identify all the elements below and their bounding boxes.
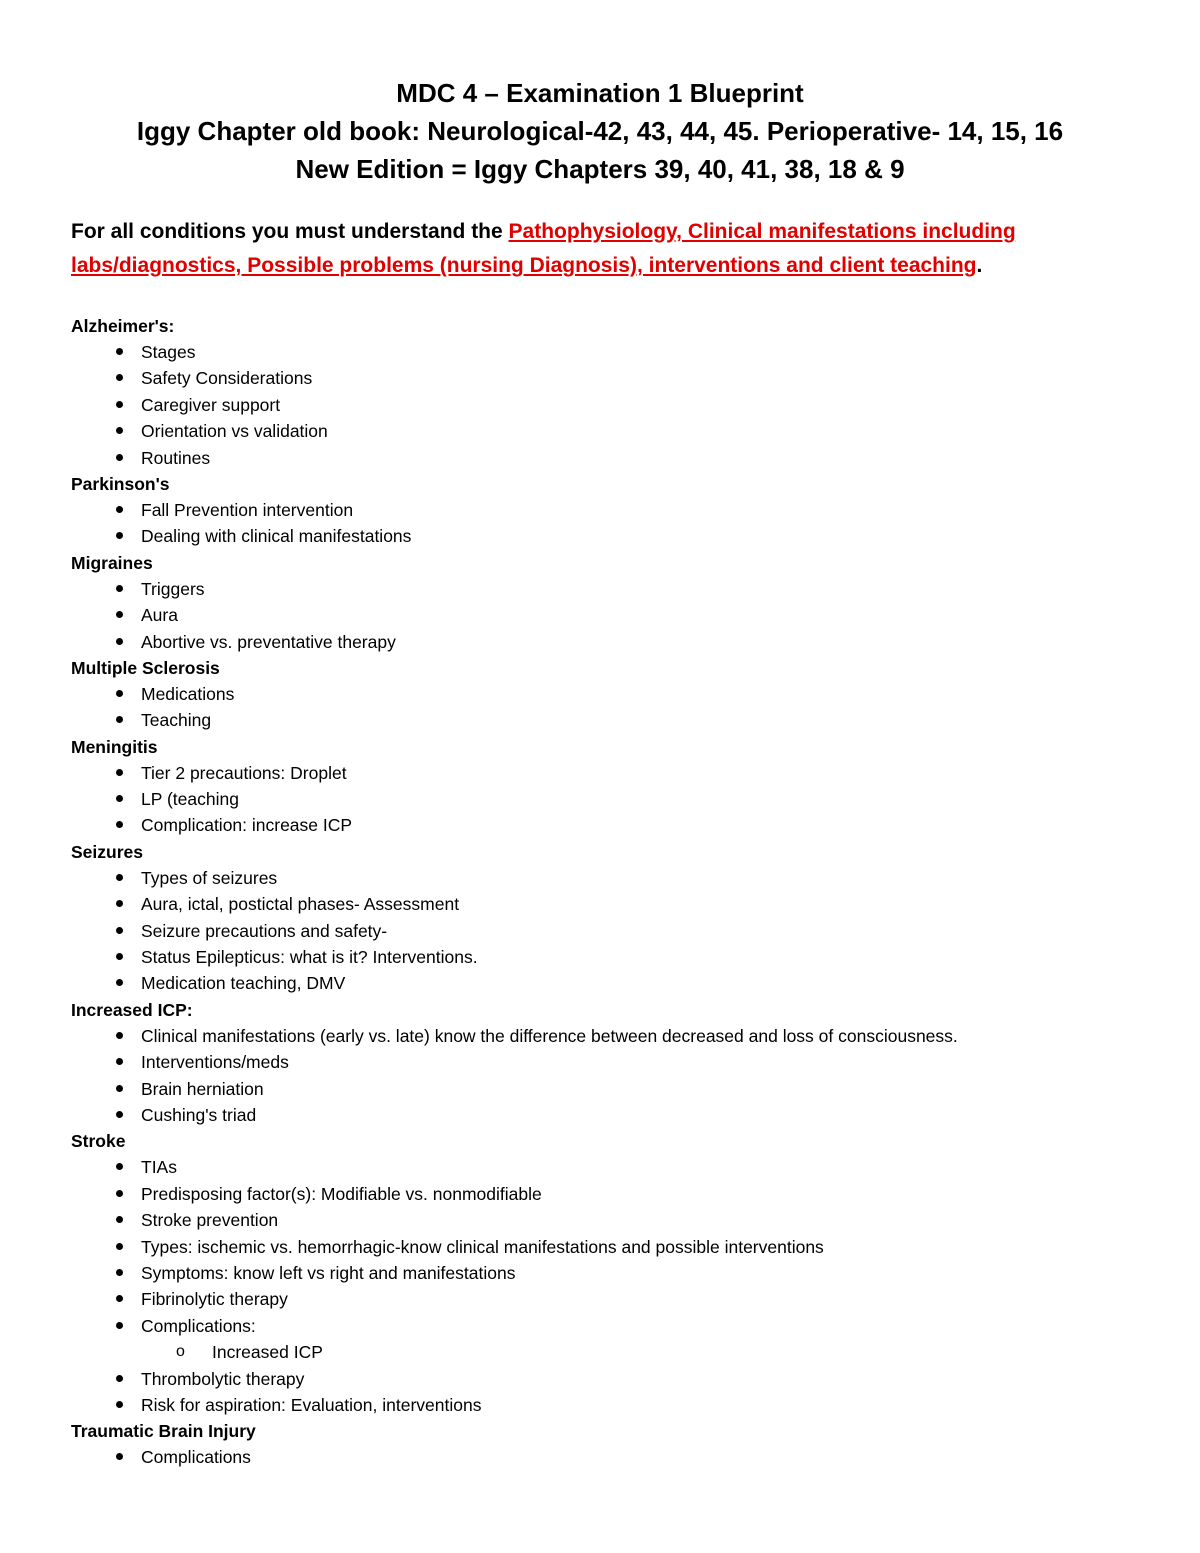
list-item: Medication teaching, DMV [71,970,1151,996]
section-heading-multiple-sclerosis: Multiple Sclerosis [71,657,220,678]
section-list-increased-icp [71,1023,1151,1129]
list-item: Aura [71,602,1151,628]
bullet-icon [116,1375,123,1382]
bullet-icon [116,611,123,618]
bullet-icon [116,795,123,802]
bullet-icon [116,585,123,592]
sub-list-item: o Increased ICP [71,1339,1151,1365]
list-item: Safety Considerations [71,365,1151,391]
intro-lead: For all conditions you must understand the [71,220,509,243]
bullet-icon [116,1295,123,1302]
section-heading-stroke: Stroke [71,1131,126,1152]
list-item: Routines [71,445,1151,471]
bullet-icon [116,348,123,355]
section-list-stroke [71,1154,1151,1418]
list-item: LP (teaching [71,786,1151,812]
section-list-seizures [71,865,1151,997]
bullet-icon [116,716,123,723]
section-heading-traumatic-brain-injury: Traumatic Brain Injury [71,1421,256,1442]
bullet-icon [116,427,123,434]
bullet-icon [116,532,123,539]
list-item: Cushing's triad [71,1102,1151,1128]
list-item: Teaching [71,707,1151,733]
bullet-icon [116,953,123,960]
bullet-icon [116,374,123,381]
title-line-3: New Edition = Iggy Chapters 39, 40, 41, 38, 18 & 9 [295,154,905,184]
list-item: Predisposing factor(s): Modifiable vs. nonmodifiable [71,1181,1151,1207]
list-item: Caregiver support [71,392,1151,418]
section-heading-migraines: Migraines [71,552,153,573]
list-item: Types of seizures [71,865,1151,891]
section-heading-increased-icp: Increased ICP: [71,999,193,1020]
document-header [0,74,1200,188]
bullet-icon [116,1032,123,1039]
bullet-icon [116,1058,123,1065]
list-item: Brain herniation [71,1076,1151,1102]
list-item: Interventions/meds [71,1049,1151,1075]
bullet-icon [116,979,123,986]
bullet-icon [116,1111,123,1118]
bullet-icon [116,1401,123,1408]
list-item: Complication: increase ICP [71,812,1151,838]
bullet-icon [116,1243,123,1250]
bullet-icon [116,821,123,828]
list-item: Orientation vs validation [71,418,1151,444]
intro-highlight: Pathophysiology, Clinical manifestations including labs/diagnostics, Possible problems (nursing Diagnosis), interventions and client teaching [71,220,1016,277]
intro-paragraph [71,215,1121,283]
list-item: Tier 2 precautions: Droplet [71,760,1151,786]
list-item: TIAs [71,1154,1151,1180]
bullet-icon [116,1453,123,1460]
title-line-1: MDC 4 – Examination 1 Blueprint [396,78,804,108]
section-list-meningitis [71,760,1151,839]
list-item: Abortive vs. preventative therapy [71,629,1151,655]
bullet-icon [116,454,123,461]
title-line-2: Iggy Chapter old book: Neurological-42, 43, 44, 45. Perioperative- 14, 15, 16 [136,116,1064,146]
list-item: Aura, ictal, postictal phases- Assessment [71,891,1151,917]
list-item: Status Epilepticus: what is it? Interventions. [71,944,1151,970]
section-list-multiple-sclerosis [71,681,1151,734]
list-item: Risk for aspiration: Evaluation, interventions [71,1392,1151,1418]
list-item: Complications: [71,1313,1151,1339]
list-item: Dealing with clinical manifestations [71,523,1151,549]
bullet-icon [116,1269,123,1276]
bullet-icon [116,690,123,697]
list-item: Complications [71,1444,1151,1470]
bullet-icon [116,769,123,776]
bullet-icon [116,638,123,645]
list-item: Medications [71,681,1151,707]
bullet-icon [116,506,123,513]
list-item: Stages [71,339,1151,365]
bullet-icon [116,1085,123,1092]
bullet-icon [116,900,123,907]
section-heading-meningitis: Meningitis [71,736,158,757]
hollow-bullet-icon: o [176,1343,185,1361]
intro-tail: . [976,254,983,277]
section-heading-seizures: Seizures [71,841,143,862]
bullet-icon [116,1190,123,1197]
list-item: Types: ischemic vs. hemorrhagic-know clinical manifestations and possible interventions [71,1234,1151,1260]
blueprint-content [71,313,1151,1471]
list-item: Clinical manifestations (early vs. late) know the difference between decreased and loss of consciousness. [71,1023,1151,1049]
section-list-traumatic-brain-injury [71,1444,1151,1470]
section-list-migraines [71,576,1151,655]
list-item: Stroke prevention [71,1207,1151,1233]
list-item: Thrombolytic therapy [71,1366,1151,1392]
bullet-icon [116,1216,123,1223]
bullet-icon [116,401,123,408]
list-item: Fall Prevention intervention [71,497,1151,523]
bullet-icon [116,1322,123,1329]
section-list-alzheimers [71,339,1151,471]
list-item: Seizure precautions and safety- [71,918,1151,944]
bullet-icon [116,874,123,881]
section-heading-parkinsons: Parkinson's [71,473,170,494]
bullet-icon [116,1163,123,1170]
list-item: Symptoms: know left vs right and manifestations [71,1260,1151,1286]
section-list-parkinsons [71,497,1151,550]
list-item: Triggers [71,576,1151,602]
bullet-icon [116,927,123,934]
list-item: Fibrinolytic therapy [71,1286,1151,1312]
section-heading-alzheimers: Alzheimer's: [71,316,175,336]
